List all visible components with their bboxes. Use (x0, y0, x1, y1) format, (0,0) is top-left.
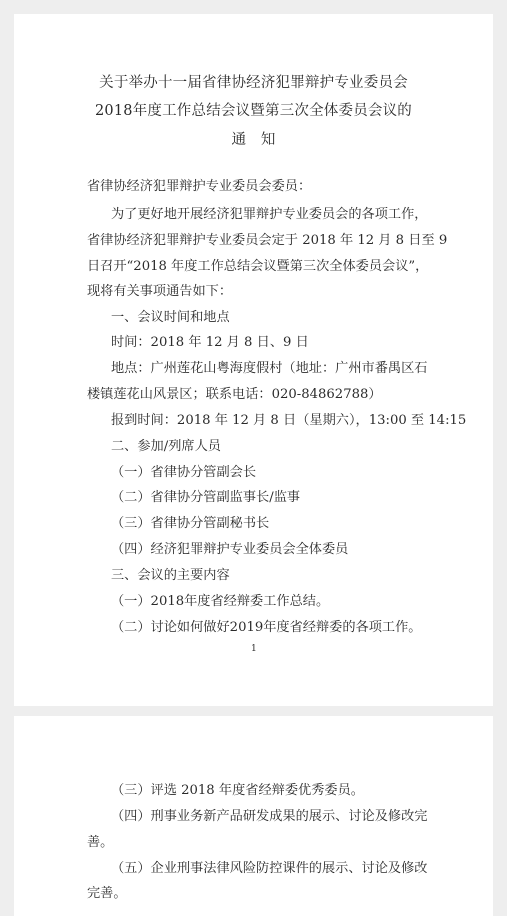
checkin-time: 报到时间：2018 年 12 月 8 日（星期六），13:00 至 14:15 (111, 413, 467, 428)
section-1-heading: 一、会议时间和地点 (111, 310, 230, 325)
meeting-place-line-2: 楼镇莲花山风景区；联系电话：020-84862788） (87, 387, 382, 402)
page-number: 1 (251, 644, 257, 654)
notice-title-line-1: 关于举办十一届省律协经济犯罪辩护专业委员会 (99, 75, 408, 91)
body-line-4: 现将有关事项通告如下： (87, 284, 233, 299)
content-item-5-line-2: 完善。 (87, 886, 127, 901)
content-item-3: （三）评选 2018 年度省经辩委优秀委员。 (111, 783, 364, 798)
content-item-4-line-2: 善。 (87, 835, 114, 850)
notice-title-line-2: 2018年度工作总结会议暨第三次全体委员会议的 (95, 103, 412, 119)
content-item-4-line-1: （四）刑事业务新产品研发成果的展示、讨论及修改完 (111, 809, 428, 824)
content-item-2: （二）讨论如何做好2019年度省经辩委的各项工作。 (111, 620, 422, 635)
section-2-heading: 二、参加/列席人员 (111, 439, 221, 454)
salutation: 省律协经济犯罪辩护专业委员会委员： (87, 179, 312, 194)
attendee-item-2: （二）省律协分管副监事长/监事 (111, 490, 301, 505)
body-line-3: 日召开“2018 年度工作总结会议暨第三次全体委员会议”， (87, 259, 429, 274)
meeting-time: 时间：2018 年 12 月 8 日、9 日 (111, 335, 309, 350)
meeting-place-line-1: 地点：广州莲花山粤海度假村（地址：广州市番禺区石 (111, 361, 428, 376)
document-page-1 (14, 14, 493, 706)
notice-title-line-3: 通 知 (231, 132, 276, 148)
attendee-item-4: （四）经济犯罪辩护专业委员会全体委员 (111, 542, 349, 557)
body-line-1: 为了更好地开展经济犯罪辩护专业委员会的各项工作， (111, 207, 428, 222)
content-item-5-line-1: （五）企业刑事法律风险防控课件的展示、讨论及修改 (111, 861, 428, 876)
document-page-2 (14, 716, 493, 916)
body-line-2: 省律协经济犯罪辩护专业委员会定于 2018 年 12 月 8 日至 9 (87, 233, 448, 248)
section-3-heading: 三、会议的主要内容 (111, 568, 230, 583)
attendee-item-1: （一）省律协分管副会长 (111, 465, 257, 480)
attendee-item-3: （三）省律协分管副秘书长 (111, 516, 270, 531)
content-item-1: （一）2018年度省经辩委工作总结。 (111, 594, 330, 609)
